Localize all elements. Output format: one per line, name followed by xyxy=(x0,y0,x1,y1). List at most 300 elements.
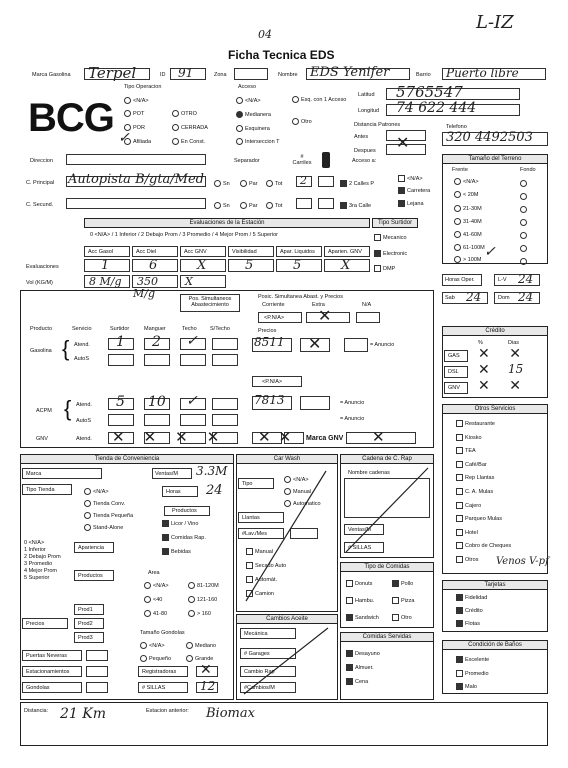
evaluaciones-title: Evaluaciones de la Estación xyxy=(84,218,370,228)
carwash-manual[interactable]: Manual xyxy=(284,488,311,495)
tipo-surtidor-title: Tipo Surtidor xyxy=(372,218,418,228)
cambios-m-label: #Cambios/M xyxy=(244,685,275,691)
lv-label: L-V xyxy=(498,277,507,283)
c-secund-carriles[interactable] xyxy=(296,198,312,209)
distancia-patrones-label: Distancia Patrones xyxy=(354,122,401,128)
otros-servicio-checkbox[interactable] xyxy=(456,556,463,563)
zona-field[interactable] xyxy=(234,68,268,80)
tamano-opt-5[interactable]: 61-100M xyxy=(454,244,485,251)
otros-servicio-label: Hotel xyxy=(465,529,478,536)
puertas-field[interactable] xyxy=(86,650,108,661)
longitud-value: 74 622 444 xyxy=(396,100,477,116)
tipo-op-en-const[interactable]: En Const. xyxy=(172,138,205,145)
otros-servicio-item[interactable] xyxy=(456,486,511,500)
servicio-label: Servicio xyxy=(72,326,92,332)
vol-value: 8 M/g xyxy=(89,275,122,288)
manguer-label: Manguer xyxy=(144,326,166,332)
carwash-automat-chk[interactable]: Automát. xyxy=(246,576,277,583)
gas-autos-manguer[interactable] xyxy=(144,354,170,366)
otros-servicio-item[interactable] xyxy=(456,418,511,432)
servida-cena[interactable]: Cena xyxy=(346,678,368,685)
carwash-auto[interactable]: Automatico xyxy=(284,500,321,507)
acpm-precio2-field[interactable] xyxy=(300,396,330,410)
llantas-label: Llantas xyxy=(242,515,260,521)
otros-servicios-list xyxy=(456,418,511,568)
c-secund-separador[interactable] xyxy=(318,198,334,209)
area-40[interactable]: <40 xyxy=(144,596,162,603)
dom-label: Dom xyxy=(498,295,510,301)
otros-servicio-checkbox[interactable] xyxy=(456,474,463,481)
carriles-value: 2 xyxy=(300,174,307,187)
cadena-strike-icon xyxy=(340,464,434,556)
otros-servicio-checkbox[interactable] xyxy=(456,542,463,549)
tamano-title: Tamaño del Terreno xyxy=(442,154,548,164)
nombre-value: EDS Yenifer xyxy=(310,65,390,80)
servida-almuerzo[interactable]: Almuer. xyxy=(346,664,374,671)
bcg-logo: BCG xyxy=(28,96,114,140)
carriles-label: # Carriles xyxy=(292,154,312,166)
area-81[interactable]: 81-120M xyxy=(188,582,219,589)
acpm-sintecho-field[interactable] xyxy=(212,398,238,410)
lv-value: 24 xyxy=(518,272,534,286)
handwritten-top: 04 xyxy=(258,28,272,41)
eval-col-header xyxy=(132,246,178,257)
sillas-tienda-label: # SILLAS xyxy=(142,685,166,691)
cambio-rap-label: Cambio Rap xyxy=(244,669,275,675)
licor-check[interactable]: Licor / Vino xyxy=(162,520,198,527)
otros-servicios-title: Otros Servicios xyxy=(442,404,548,414)
escala-item: 2 Debajo Prom xyxy=(24,554,61,560)
techo-label: Techo xyxy=(182,326,197,332)
acpm-aviso-2: = Anuncio xyxy=(340,416,365,422)
pos-simultaneos-title: Pos. Simultaneos Abastecimiento xyxy=(188,296,232,308)
gond-na[interactable]: <N/A> xyxy=(140,642,165,649)
otros-servicio-checkbox[interactable] xyxy=(456,515,463,522)
antes-label: Antes xyxy=(354,134,369,140)
estacion-anterior-value: Biomax xyxy=(206,706,255,721)
zona-label: Zona xyxy=(214,72,227,78)
acceso-otro[interactable]: Otro xyxy=(292,118,312,125)
tipo-op-por[interactable]: POR xyxy=(124,124,145,131)
carwash-strike-icon xyxy=(236,466,336,606)
barrio-label: Barrio xyxy=(416,72,431,78)
c-secund-tot[interactable]: Tot xyxy=(266,202,282,209)
gondolas-field[interactable] xyxy=(86,682,108,693)
eval-col-label: Apar. Liquidos xyxy=(280,249,315,255)
gas-autos-techo[interactable] xyxy=(180,354,206,366)
longitud-label: Longitud xyxy=(358,108,380,114)
eval-col-label: Acc Gasol xyxy=(88,249,114,255)
prices-title: Posic. Simultanea Abast. y Precios xyxy=(258,294,343,300)
c-principal-value: Autopista B/gta/Med xyxy=(68,172,205,187)
otros-servicio-checkbox[interactable] xyxy=(456,420,463,427)
frente-label: Frente xyxy=(452,167,468,173)
cambios-title: Cambios Aceite xyxy=(236,614,338,624)
area-160[interactable]: > 160 xyxy=(188,610,211,617)
tamano-opt-0[interactable]: <N/A> xyxy=(454,178,479,185)
tamano-opt-1[interactable]: < 20M xyxy=(454,191,478,198)
otros-servicio-label: Cobro de Cheques xyxy=(465,543,512,550)
eval-col-label: Acc GNV xyxy=(184,249,207,255)
acpm-techo-check: ✓ xyxy=(186,393,198,409)
gas-manguer-value: 2 xyxy=(152,334,161,350)
tercera-calle-check[interactable]: 3ra Calle xyxy=(340,202,371,209)
acpm-label: ACPM xyxy=(36,408,52,414)
eval-col-header xyxy=(324,246,370,257)
escala-item: 4 Mejor Prom xyxy=(24,568,58,574)
puertas-label: Puertas Neveras xyxy=(26,653,67,659)
estacionamientos-field[interactable] xyxy=(86,666,108,677)
credito-title: Crédito xyxy=(442,326,548,336)
gas-autos-surtidor[interactable] xyxy=(108,354,134,366)
carwash-na[interactable]: <N/A> xyxy=(284,476,309,483)
sin-techo-label: S/Techo xyxy=(210,326,230,332)
carwash-secado-chk[interactable]: Secado Auto xyxy=(246,562,286,569)
mecanica-label: Mecánica xyxy=(244,631,268,637)
c-principal-par[interactable]: Par xyxy=(240,180,258,187)
latitud-label: Latitud xyxy=(358,92,375,98)
precio-na-field[interactable] xyxy=(344,338,368,352)
acpm-atend-label: Atend. xyxy=(76,402,92,408)
acceso-esq-1[interactable]: Esq. con 1 Acceso xyxy=(292,96,346,103)
vol-value-cell[interactable] xyxy=(132,275,178,300)
otros-servicio-label: Parqueo Mulas xyxy=(465,516,502,523)
registradoras-x: ✕ xyxy=(200,662,212,678)
otros-servicio-checkbox[interactable] xyxy=(456,502,463,509)
evaluaciones-scale: 0 <N/A> / 1 Inferior / 2 Debajo Prom / 3 Promedio / 4 Mejor Prom / 5 Superior xyxy=(90,232,278,238)
credito-gas-label: GAS xyxy=(448,353,460,359)
horas-label: Horas Oper. xyxy=(445,277,475,283)
ventas-value: 3.3M xyxy=(196,464,228,478)
eval-value-cell[interactable] xyxy=(84,259,130,272)
cadena-nombre-label: Nombre cadenas xyxy=(348,470,390,476)
sab-label: Sab xyxy=(445,295,455,301)
otros-servicio-checkbox[interactable] xyxy=(456,488,463,495)
telefono-value: 320 4492503 xyxy=(446,130,533,145)
condicion-title: Condición de Baños xyxy=(442,640,548,650)
direccion-label: Direccion xyxy=(30,158,53,164)
eval-value: X xyxy=(341,258,351,273)
latitud-value: 5765547 xyxy=(396,83,463,101)
vol-value-cell[interactable] xyxy=(84,275,130,288)
id-value: 91 xyxy=(178,66,194,80)
tienda-escala xyxy=(24,540,61,582)
dos-calles-check[interactable]: 2 Calles P xyxy=(340,180,374,187)
tarjetas-title: Tarjetas xyxy=(442,580,548,590)
afiliada-check-mark: ✓ xyxy=(118,130,130,146)
otros-servicio-checkbox[interactable] xyxy=(456,447,463,454)
fondo-radios[interactable] xyxy=(520,178,529,269)
cadena-sillas-label: # SILLAS xyxy=(348,545,372,551)
telefono-label: Telefono xyxy=(446,124,467,130)
gas-autos-sintecho[interactable] xyxy=(212,354,238,366)
eval-col-label: Acc Diel xyxy=(136,249,157,255)
surtidor-dmp[interactable]: DMP xyxy=(374,265,395,272)
vol-value-cell[interactable] xyxy=(180,275,226,288)
tipo-op-na[interactable]: <N/A> xyxy=(124,97,149,104)
cadena-title: Cadena de C. Rap xyxy=(340,454,434,464)
traffic-light-icon xyxy=(322,152,330,168)
cadena-ventas-label: Ventas/M xyxy=(348,527,371,533)
corner-code: L-IZ xyxy=(476,12,514,33)
eval-col-header xyxy=(180,246,226,257)
sab-value: 24 xyxy=(466,290,482,304)
tarjeta-flotas[interactable]: Flotas xyxy=(456,620,480,627)
eval-col-header xyxy=(228,246,274,257)
escala-item: 5 Superior xyxy=(24,575,50,581)
acceso-a-label: Acceso a: xyxy=(352,158,377,164)
eval-value-cell[interactable] xyxy=(228,259,274,272)
horas-tienda-value: 24 xyxy=(206,483,223,498)
tipo-tienda-conv[interactable]: Tienda Conv. xyxy=(84,500,125,507)
na-field[interactable] xyxy=(356,312,380,323)
despues-label: Despues xyxy=(354,148,376,154)
condicion-malo[interactable]: Malo xyxy=(456,683,477,690)
comida-pollo[interactable]: Pollo xyxy=(392,580,413,587)
gas-surtidor-value: 1 xyxy=(116,334,125,350)
gond-mediano[interactable]: Mediano xyxy=(186,642,216,649)
comida-hambu[interactable]: Hambu. xyxy=(346,597,374,604)
tamano-gondolas-label: Tamaño Gondolas xyxy=(140,630,185,636)
gnv-precio-x: ✕✕ xyxy=(258,428,300,446)
acceso-medianera[interactable]: Medianera xyxy=(236,111,271,118)
form-title: Ficha Tecnica EDS xyxy=(228,48,335,62)
carwash-manual-chk[interactable]: Manual xyxy=(246,548,273,555)
productos2-label: Productos xyxy=(78,573,103,579)
area-121[interactable]: 121-160 xyxy=(188,596,217,603)
eval-value: 5 xyxy=(245,258,254,273)
otros-servicio-item[interactable] xyxy=(456,500,511,514)
estacionamientos-label: Estacionamientos xyxy=(26,669,70,675)
c-secund-label: C. Secund. xyxy=(26,202,54,208)
acpm-autos-label: AutoS xyxy=(76,418,91,424)
eval-col-label: Aparien. GNV xyxy=(328,249,362,255)
gas-techo-check: ✓ xyxy=(186,333,198,349)
condicion-promedio[interactable]: Promedio xyxy=(456,670,489,677)
comidas-check[interactable]: Comidas Rap. xyxy=(162,534,206,541)
distancia-label: Distancia: xyxy=(24,708,49,714)
gnv-atend-label: Atend. xyxy=(76,436,92,442)
escala-item: 3 Promedio xyxy=(24,561,53,567)
acceso-label: Acceso xyxy=(238,84,257,90)
marca-value: Terpel xyxy=(88,64,137,82)
escala-item: 0 <N/A> xyxy=(24,540,45,546)
tipo-op-cerrada[interactable]: CERRADA xyxy=(172,124,208,131)
otros-servicio-label: Restaurante xyxy=(465,421,495,427)
c-principal-tot[interactable]: Tot xyxy=(266,180,282,187)
apariencia-label: Apariencia xyxy=(78,545,104,551)
otros-servicio-label: Cajero xyxy=(465,502,482,509)
acceso-esquinera[interactable]: Esquinera xyxy=(236,125,270,132)
surtidor-label: Surtidor xyxy=(110,326,130,332)
evaluaciones-row-label: Evaluaciones xyxy=(26,264,59,270)
gond-grande[interactable]: Grande xyxy=(186,655,213,662)
acceso-na[interactable]: <N/A> xyxy=(236,97,261,104)
carwash-camion-chk[interactable]: Camion xyxy=(246,590,274,597)
extra-label: Extra xyxy=(312,302,325,308)
precio-extra-x: ✕ xyxy=(308,334,322,353)
eval-value-cell[interactable] xyxy=(324,259,370,272)
c-secund-sn[interactable]: Sn xyxy=(214,202,230,209)
acceso-opt-lejana[interactable]: Lejana xyxy=(398,200,424,207)
gas-sintecho-field[interactable] xyxy=(212,338,238,350)
tipo-op-otro[interactable]: OTRO xyxy=(172,110,197,117)
surtidor-mecanico[interactable]: Mecanico xyxy=(374,234,407,241)
tamano-opt-6[interactable]: > 100M xyxy=(454,256,482,263)
otros-servicio-item[interactable] xyxy=(456,445,511,459)
corriente-na-tag: <P.N/A> xyxy=(264,315,285,321)
gondolas-label: Gondolas xyxy=(26,685,50,691)
fondo-label: Fondo xyxy=(520,167,536,173)
tipo-tienda-pequena[interactable]: Tienda Pequeña xyxy=(84,512,133,519)
carwash-tipo-label: Tipo xyxy=(242,481,253,487)
sillas-tienda-value: 12 xyxy=(200,679,216,693)
acpm-autos-surtidor[interactable] xyxy=(108,414,134,426)
eval-value: 6 xyxy=(149,258,158,273)
separador-field[interactable] xyxy=(318,176,334,187)
otros-servicio-checkbox[interactable] xyxy=(456,434,463,441)
gas-atend-label: Atend. xyxy=(74,342,90,348)
corriente-label: Corriente xyxy=(262,302,285,308)
comida-otro[interactable]: Otro xyxy=(392,614,412,621)
eval-value-cell[interactable] xyxy=(180,259,226,272)
prod1-label: Prod1 xyxy=(78,607,93,613)
gasolina-label: Gasolina xyxy=(30,348,52,354)
otros-servicio-item[interactable] xyxy=(456,459,511,473)
otros-servicio-checkbox[interactable] xyxy=(456,529,463,536)
c-principal-sn[interactable]: Sn xyxy=(214,180,230,187)
tamano-opt-3[interactable]: 31-40M xyxy=(454,218,482,225)
precios-tienda-label: Precios xyxy=(26,621,45,627)
otros-value: Venos V-pf xyxy=(496,556,549,567)
horas-tienda-label: Horas xyxy=(166,489,181,495)
garages-label: # Garages xyxy=(244,651,270,657)
barrio-value: Puerto libre xyxy=(446,66,519,80)
producto-label: Producto xyxy=(30,326,53,332)
vol-value: X xyxy=(185,275,193,288)
tarjeta-credito[interactable]: Crédito xyxy=(456,607,483,614)
surtidor-electronic[interactable]: Electronic xyxy=(374,250,407,257)
acpm-manguer-value: 10 xyxy=(148,394,166,410)
eval-value-cell[interactable] xyxy=(132,259,178,272)
acpm-na-tag: <P.N/A> xyxy=(262,379,283,385)
acpm-brace: { xyxy=(64,396,72,421)
otros-servicio-label: Café/Bar xyxy=(465,461,487,468)
direccion-field[interactable] xyxy=(66,154,206,165)
tipo-op-afiliada[interactable]: Afiliada xyxy=(124,138,151,145)
otros-servicio-label: C. A. Mulas xyxy=(465,488,494,495)
productos-title: Productos xyxy=(172,508,197,514)
bebidas-check[interactable]: Bebidas xyxy=(162,548,191,555)
marca-tienda-label: Marca xyxy=(26,471,42,477)
marca-gnv-x: ✕ xyxy=(372,428,385,446)
distancia-x-mark: ✕ xyxy=(396,133,410,152)
area-label: Area xyxy=(148,570,160,576)
otros-servicio-label: Otros xyxy=(465,556,479,563)
comidas-servidas-title: Comidas Servidas xyxy=(340,632,434,642)
c-secund-field[interactable] xyxy=(66,198,206,209)
distancia-value: 21 Km xyxy=(60,706,106,722)
vol-label: Vol (KG/M) xyxy=(26,280,53,286)
precio-corriente-value: 8511 xyxy=(254,335,285,349)
tamano-opt-2[interactable]: 21-30M xyxy=(454,205,482,212)
precios-label-gas: Precios xyxy=(258,328,277,334)
extra-x-mark: ✕ xyxy=(318,306,332,325)
otros-servicio-item[interactable] xyxy=(456,527,511,541)
otros-servicio-item[interactable] xyxy=(456,472,511,486)
gnv-label: GNV xyxy=(36,436,48,442)
eval-value: 5 xyxy=(293,258,302,273)
area-41[interactable]: 41-80 xyxy=(144,610,167,617)
otros-servicio-label: Rep Llantas xyxy=(465,475,495,482)
comida-sandwich[interactable]: Sandwich xyxy=(346,614,379,621)
tienda-title: Tienda de Conveniencia xyxy=(20,454,234,464)
credito-dias: Dias xyxy=(508,340,520,346)
gnv-x-marks: ✕✕✕✕ xyxy=(112,428,239,446)
acpm-autos-techo[interactable] xyxy=(180,414,206,426)
acpm-autos-manguer[interactable] xyxy=(144,414,170,426)
acceso-opt-carretera[interactable]: Carretera xyxy=(398,187,430,194)
separador-label: Separador xyxy=(234,158,260,164)
eval-col-header xyxy=(84,246,130,257)
condicion-excelente[interactable]: Excelente xyxy=(456,656,489,663)
id-label: ID xyxy=(160,72,166,78)
tipo-tienda-na[interactable]: <N/A> xyxy=(84,488,109,495)
acceso-interseccion[interactable]: Interseccion T xyxy=(236,138,279,145)
credito-x-marks: ✕ ✕ ✕ ✕ ✕ xyxy=(478,346,521,394)
acpm-aviso-1: = Anuncio xyxy=(340,400,365,406)
dom-value: 24 xyxy=(518,290,534,304)
otros-servicio-checkbox[interactable] xyxy=(456,461,463,468)
lav-label: #Lav./Mes xyxy=(242,531,267,537)
acceso-opt-na[interactable]: <N/A> xyxy=(398,175,423,182)
credito-pct: % xyxy=(478,340,483,346)
c-principal-label: C. Principal xyxy=(26,180,55,186)
acpm-surtidor-value: 5 xyxy=(116,394,125,410)
otros-servicio-label: Kiosko xyxy=(465,434,482,441)
otros-servicio-item[interactable] xyxy=(456,432,511,446)
tipo-tienda-stand[interactable]: Stand-Alone xyxy=(84,524,123,531)
marca-label: Marca Gasolina xyxy=(32,72,71,78)
nombre-label: Nombre xyxy=(278,72,298,78)
comida-pizza[interactable]: Pizza xyxy=(392,597,414,604)
tipo-operacion-label: Tipo Operacion xyxy=(124,84,162,90)
gas-brace: { xyxy=(62,336,70,361)
otros-servicio-item[interactable] xyxy=(456,513,511,527)
marca-gnv-label: Marca GNV xyxy=(306,435,344,442)
tamano-opt-4[interactable]: 41-60M xyxy=(454,231,482,238)
comida-donuts[interactable]: Donuts xyxy=(346,580,372,587)
c-secund-par[interactable]: Par xyxy=(240,202,258,209)
eval-col-label: Visibilidad xyxy=(232,249,257,255)
gas-aviso-label: = Anuncio xyxy=(370,342,395,348)
tipo-op-pot[interactable]: POT xyxy=(124,110,144,117)
carwash-title: Car Wash xyxy=(236,454,338,464)
tarjeta-fidelidad[interactable]: Fidelidad xyxy=(456,594,487,601)
credito-gnv-label: GNV xyxy=(448,385,460,391)
precio-acpm-value: 7813 xyxy=(254,393,285,407)
area-na[interactable]: <N/A> xyxy=(144,582,169,589)
gond-pequeno[interactable]: Pequeño xyxy=(140,655,171,662)
acpm-autos-sintecho[interactable] xyxy=(212,414,238,426)
eval-value-cell[interactable] xyxy=(276,259,322,272)
tipo-tienda-label: Tipo Tienda xyxy=(26,487,55,493)
credito-dsl-dias: 15 xyxy=(508,362,524,376)
registradoras-label: Registradoras xyxy=(142,669,177,675)
credito-dsl-label: DSL xyxy=(448,369,459,375)
otros-servicio-item[interactable] xyxy=(456,540,511,554)
servida-desayuno[interactable]: Desayuno xyxy=(346,650,380,657)
